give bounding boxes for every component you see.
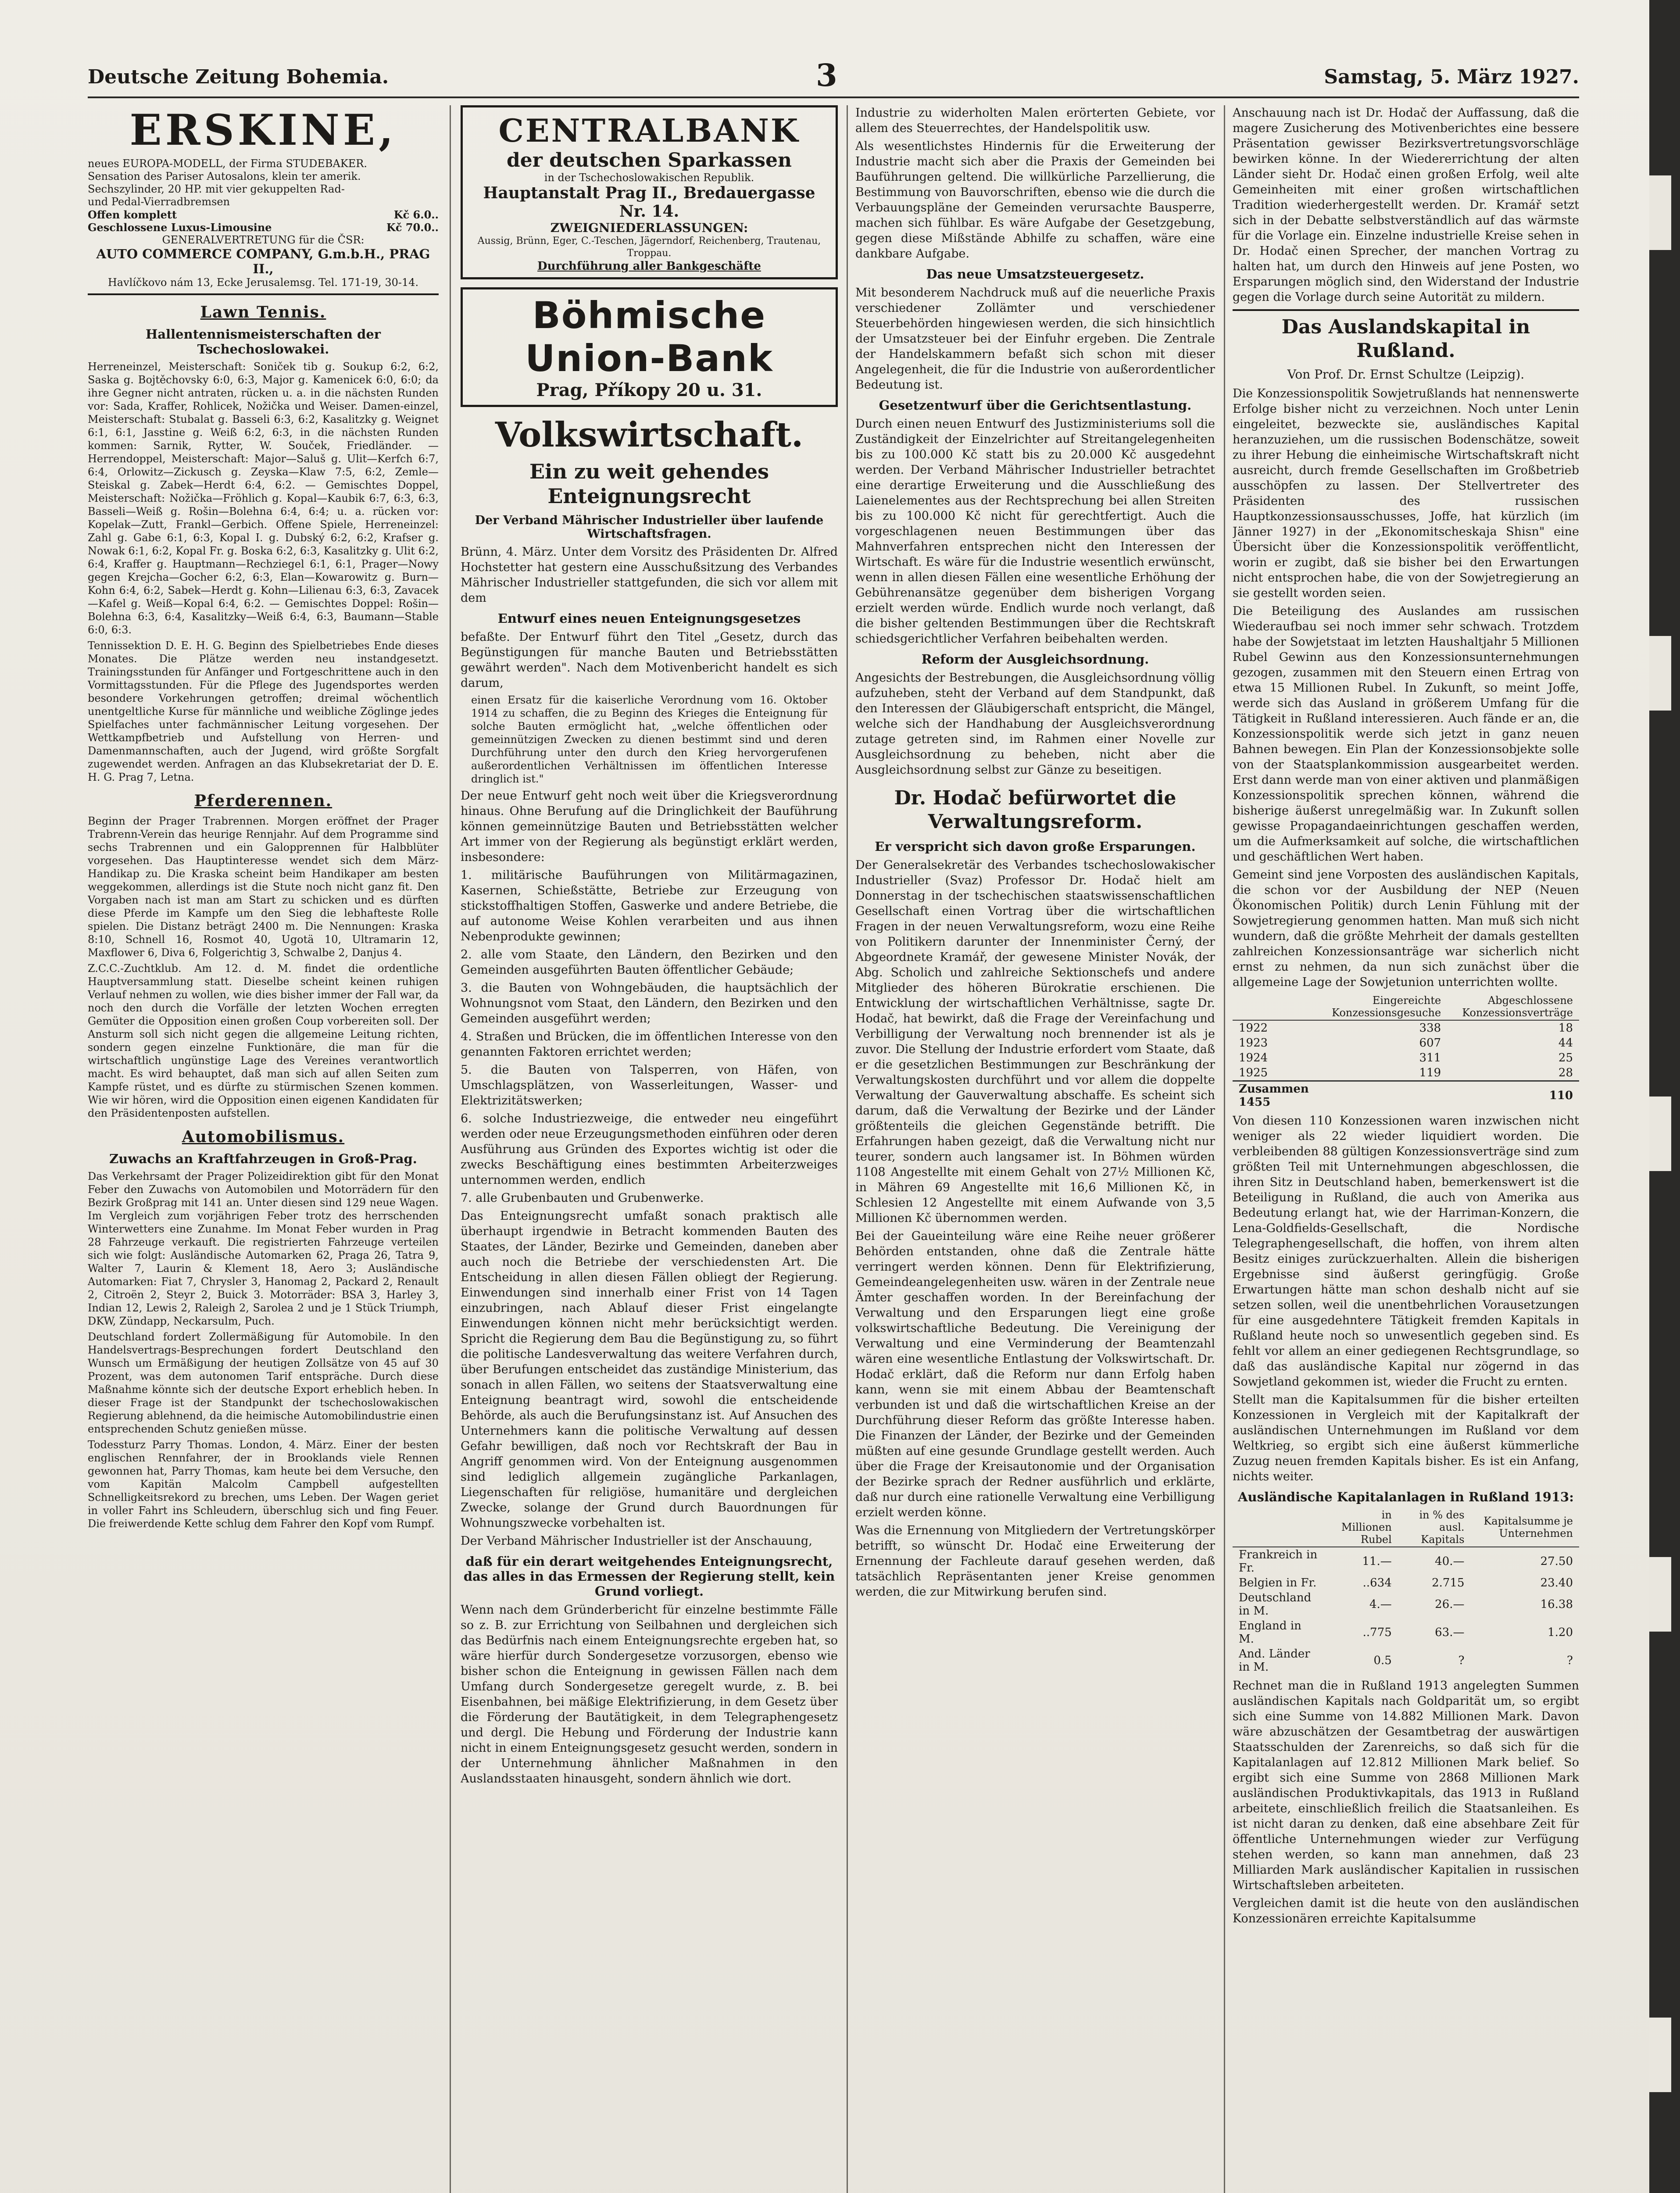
table-cell: And. Länder in M. [1239, 1647, 1310, 1674]
table-cell: 2.715 [1432, 1576, 1465, 1589]
table-row [1233, 1020, 1579, 1036]
section-heading: Automobilismus. [182, 1128, 345, 1146]
article-text: Beginn der Prager Trabrennen. Morgen eröffnet der Prager Trabrenn-Verein das heurige Rennjahr. Auf dem Programme sind sechs Trabrennen und ein Galopprennen für Halbblüter vorgesehen. Das Hauptinteresse wendet sich dem März-Handikap zu. Die Kraska scheint beim Handikaper am besten weggekommen, allerdings ist die Stute noch nicht ganz fit. Den Vorgaben nach ist man am Start zu schicken und es dürften diese Pferde im Kampfe um den Sieg die lebhafteste Rolle spielen. Die Distanz beträgt 2400 m. Die Nennungen: Kraska 8:10, Schnell 16, Rosmot 40, Ugotä 10, Ultramarin 12, Maxflower 6, Diva 6, Folgerichtig 3, Schwalbe 2, Danjus 4. [88, 815, 439, 959]
list-item: 3. die Bauten von Wohngebäuden, die hauptsächlich der Wohnungsnot vom Staat, den Ländern, den Bezirken und den Gemeinden ausgeführt werden; [461, 981, 838, 1025]
table-cell: 338 [1419, 1021, 1441, 1035]
article-text: Deutschland fordert Zollermäßigung für Automobile. In den Handelsvertrags-Besprechungen fordert Deutschland den Wunsch um Ermäßigung der heutigen Zollsätze von 45 auf 30 Prozent, was dem autonomen Tarif entspräche. Durch diese Maßnahme könnte sich der deutsche Export erheblich heben. In dieser Frage ist der Standpunkt der tschechoslowakischen Regierung ablehnend, da die heimische Automobilindustrie einen entsprechenden Schutz genießen müsse. [88, 1331, 439, 1435]
table-cell: 4.— [1369, 1598, 1392, 1611]
article-text: Durch einen neuen Entwurf des Justizministeriums soll die Zuständigkeit der Einzelrichter auf Streitangelegenheiten bis zu 100.000 Kč statt bis zu 20.000 Kč ausgedehnt werden. Der Verband Mährischer Industrieller betrachtet eine derartige Erweiterung und die Ausschließung des Laienelementes aus der Rechtsprechung bei allen Streiten bis zu 100.000 Kč nicht für gerechtfertigt. Auch die vorgeschlagenen neuen Bestimmungen über das Mahnverfahren entsprechen nicht den Interessen der Wirtschaft. Es wäre für die Industrie wesentlich erwünscht, wenn in allen diesen Fällen eine wesentliche Erhöhung der Gebührenansätze gegenüber dem bisherigen Vorgang erzielt werden würde. Endlich wurde noch verlangt, daß die bisher geltenden Bestimmungen über die Rechtskraft schiedsgerichtlicher Verfahren beibehalten werden. [855, 417, 1215, 646]
divider [88, 293, 439, 295]
ad-line: in der Tschechoslowakischen Republik. [544, 171, 754, 184]
ad-line: Prag, Příkopy 20 u. 31. [536, 380, 762, 400]
table-cell: 1925 [1239, 1066, 1268, 1079]
article-text: Mit besonderem Nachdruck muß auf die neuerliche Praxis verschiedener Zollämter und verschiedener Steuerbehörden hingewiesen werden, die sich hinsichtlich der Umsatzsteuer bei der Einfuhr ergeben. Die Zentrale der Handelskammern befaßt sich schon mit dieser Angelegenheit, die für die Industrie von außerordentlicher Bedeutung ist. [855, 286, 1215, 392]
article-text: befaßte. Der Entwurf führt den Titel „Gesetz, durch das Begünstigungen für manche Bauten und Betriebsstätten gewährt werden". Nach dem Motivenbericht handelt es sich darum, [461, 630, 838, 690]
article-subheading: Zuwachs an Kraftfahrzeugen in Groß-Prag. [109, 1151, 417, 1166]
article-text: Das Verkehrsamt der Prager Polizeidirektion gibt für den Monat Feber den Zuwachs von Automobilen und Motorrädern für den Bezirk Großprag mit 141 an. Unter diesen sind 129 neue Wagen. Im Vergleich zum vorjährigen Feber trotz des herrschenden Winterwetters eine Zunahme. Im Monat Feber wurden in Prag 28 Fahrzeuge verkauft. Die registrierten Fahrzeuge verteilen sich wie folgt: Ausländische Automarken 62, Praga 26, Tatra 9, Walter 7, Laurin & Klement 18, Aero 3; Ausländische Automarken: Fiat 7, Chrysler 3, Hanomag 2, Packard 2, Renault 2, Citroën 2, Steyr 2, Buick 3. Motorräder: BSA 3, Harley 3, Indian 12, Lewis 2, Raleigh 2, Sarolea 2 und je 1 Stück Triumph, DKW, Zündapp, Neckarsulm, Puch. [88, 1170, 439, 1327]
article-subheading: Entwurf eines neuen Enteignungsgesetzes [497, 611, 801, 626]
article-text: Z.C.C.-Zuchtklub. Am 12. d. M. findet die ordentliche Hauptversammlung statt. Dieselbe scheint keinen ruhigen Verlauf nehmen zu wollen, wie dies bisher immer der Fall war, da noch den durch die Vorfälle der letzten Wochen erregten Gemüter die Opposition einen großen Coup vorbereiten soll. Der Ansturm soll sich nicht gegen die allgemeine Leitung richten, sondern gegen einzelne Funktionäre, die man für die wirtschaftlich ungünstige Lage des Vereines verantwortlich macht. Es wird behauptet, daß man sich auf allen Seiten zum Kampfe rüstet, und es dürfte zu stürmischen Szenen kommen. Wie wir hören, wird die Opposition einen eigenen Kandidaten für den Präsidentenposten aufstellen. [88, 962, 439, 1119]
table-cell: 40.— [1435, 1555, 1465, 1568]
ad-company: AUTO COMMERCE COMPANY, G.m.b.H., PRAG II., [96, 246, 430, 276]
article-text: Anschauung nach ist Dr. Hodač der Auffassung, daß die magere Zusicherung des Motivenberichtes eine bessere Präsentation gewisser Bezirksvertretungsvorschläge bewirken könne. In der Wiedererrichtung der alten Länder sieht Dr. Hodač einen großen Erfolg, weil alte Gemeinheiten mit einer großen wirtschaftlichen Tradition wiederhergestellt werden. Dr. Kramář setzt sich in der Debatte selbstverständlich auf das wärmste für die Vorlage ein. Einzelne industrielle Kreise sehen in Dr. Hodač einen Sprecher, der manchen Vortrag zu halten hat, um durch den Hinweis auf jene Posten, wo Ersparungen möglich sind, den Widerstand der Industrie gegen die Vorlage durch seine Autorität zu mildern. [1233, 106, 1579, 304]
list-item: 7. alle Grubenbauten und Grubenwerke. [461, 1191, 704, 1205]
ad-line: Aussig, Brünn, Eger, C.-Teschen, Jägerndorf, Reichenberg, Trautenau, Troppau. [477, 236, 821, 259]
concession-table [1233, 993, 1579, 1110]
ad-line: Sechszylinder, 20 HP. mit vier gekuppelten Rad- [88, 183, 345, 195]
enumeration-list [461, 868, 838, 1206]
table-cell: 23.40 [1540, 1576, 1573, 1589]
ad-line: Durchführung aller Bankgeschäfte [537, 260, 761, 273]
ad-title: CENTRALBANK [498, 112, 800, 149]
table-cell: 18 [1558, 1021, 1573, 1035]
ad-title: Böhmische Union-Bank [525, 294, 773, 380]
column-rule [1224, 105, 1225, 2193]
issue-date: Samstag, 5. März 1927. [1324, 66, 1579, 88]
table-cell: 27.50 [1540, 1555, 1573, 1568]
ad-line: Sensation des Pariser Autosalons, klein ter amerik. [88, 170, 361, 182]
table-cell: ..634 [1362, 1576, 1392, 1589]
ad-price-label: Offen komplett [88, 208, 177, 221]
table-header: in % des ausl. Kapitals [1398, 1508, 1471, 1547]
table-cell: 1.20 [1548, 1626, 1573, 1639]
table-cell: Frankreich in Fr. [1239, 1548, 1318, 1575]
ad-price-row [88, 208, 439, 221]
table-cell: 26.— [1435, 1598, 1465, 1611]
table-cell: Deutschland in M. [1239, 1591, 1312, 1618]
ad-line: GENERALVERTRETUNG für die ČSR: [162, 234, 365, 246]
article-text: Als wesentlichstes Hindernis für die Erweiterung der Industrie macht sich aber die Praxis der Gemeinden bei Bauführungen geltend. Die willkürliche Parzellierung, die Bestimmung von Bauvorschriften, ebenso wie die durch die Verbauungspläne der Gemeinden verursachte Bausperre, machen sich fühlbar. Es wäre Aufgabe der Gesetzgebung, gegen diese Mißstände Abhilfe zu schaffen, wäre eine dankbare Aufgabe. [855, 139, 1215, 261]
paper-name: Deutsche Zeitung Bohemia. [88, 66, 389, 88]
table-cell: 110 [1447, 1081, 1579, 1110]
list-item: 1. militärische Bauführungen von Militärmagazinen, Kasernen, Schießstätte, Betriebe zur Erzeugung von stickstoffhaltigen Stoffen, Gaswerke und andere Betriebe, die auf autonome Weise Kohlen verarbeiten und aus ihnen Nebenprodukte gewinnen; [461, 868, 838, 943]
column-2 [461, 105, 838, 2193]
table-header [1233, 993, 1319, 1020]
article-text: Der Verband Mährischer Industrieller ist der Anschauung, [461, 1534, 812, 1548]
article-text: Die Beteiligung des Auslandes am russischen Wiederaufbau sei noch immer sehr schwach. Trotzdem habe der Sowjetstaat im letzten Haushaltjahr 5 Millionen Rubel Gewinn aus den Konzessionsunternehmungen gezogen, zusammen mit den Steuern einen Ertrag von etwa 15 Millionen Rubel. In Zukunft, so meint Joffe, werde sich das Ausland in größerem Umfang für die Tätigkeit in Rußland interessieren. Auch fände er an, die Konzessionspolitik werde sich jetzt in ganz neuen Bahnen bewegen. Ein Plan der Konzessionsobjekte solle von der Staatsplankommission ausgearbeitet werden. Erst dann werde man von einer aktiven und planmäßigen Konzessionspolitik sprechen können, während die bisherige äußerst unregelmäßig war. In Zukunft sollen gewisse Propagandaeinrichtungen geschaffen werden, um die Aufmerksamkeit auf solche, die wirtschaftlichen und geschäftlichen Wert haben. [1233, 604, 1579, 864]
table-cell: 63.— [1435, 1626, 1465, 1639]
table-cell: 1924 [1239, 1051, 1268, 1064]
article-headline: Ein zu weit gehendes Enteignungsrecht [529, 460, 769, 508]
column-rule [847, 105, 848, 2193]
table-cell: 0.5 [1373, 1654, 1392, 1667]
table-cell: ? [1567, 1654, 1573, 1667]
erskine-brand: ERSKINE, [129, 105, 397, 155]
table-cell: 1923 [1239, 1036, 1268, 1050]
running-head [88, 57, 1579, 98]
table-header [1233, 1508, 1325, 1547]
article-text: Tennissektion D. E. H. G. Beginn des Spielbetriebes Ende dieses Monates. Die Plätze werden neu instandgesetzt. Trainingsstunden für Anfänger und Fortgeschrittene auch in den Vormittagsstunden. Für die Pflege des Jugendsportes werden besondere Vorkehrungen getroffen; dreimal wöchentlich unentgeltliche Kurse für männliche und weibliche Zöglinge jedes Spielfaches unter fachmännischer Leitung vorgesehen. Der Wettkampfbetrieb und Aufstellung von Herren- und Damenmannschaften, auch der Jugend, wird größte Sorgfalt zugewendet werden. Anfragen an das Klubsekretariat der D. E. H. G. Prag 7, Letna. [88, 639, 439, 783]
ad-price: Kč 70.0.. [386, 221, 439, 234]
article-text: Von diesen 110 Konzessionen waren inzwischen nicht weniger als 22 wieder liquidiert worden. Die verbleibenden 88 gültigen Konzessionsverträge sind zum größten Teil mit Unternehmungen abgeschlossen, die ihren Sitz in Deutschland haben, bemerkenswert ist die Beteiligung in Rußland, die auch von Amerika aus Bedeutung erlangt hat, wie der Harriman-Konzern, die Lena-Goldfields-Gesellschaft, die Nordische Telegraphengesellschaft, die hoffen, von ihrem alten Besitz einiges zurückzuerhalten. Allein die bisherigen Ergebnisse sind äußerst geringfügig. Große Erwartungen hätte man schon deshalb nicht auf sie setzen sollen, weil die unentbehrlichen Vorausetzungen für eine ausgedehntere Tätigkeit fremden Kapitals in Rußland heute noch so unwesentlich gegeben sind. Es fehlt vor allem an einer gediegenen Rechtsgrundlage, so daß das ausländische Kapital nur zögernd in das Sowjetland gekommen ist, wieder die Frucht zu ernten. [1233, 1114, 1579, 1389]
article-text: Wenn nach dem Gründerbericht für einzelne bestimmte Fälle so z. B. zur Errichtung von Seilbahnen und dergleichen sich das Bedürfnis nach einem Enteignungsrechte ergeben hat, so wäre hierfür durch Sondergesetze vorzusorgen, ebenso wie bisher schon die Enteignung in gewissen Fällen nach dem Umfang durch Sondergesetze geregelt wurde, z. B. bei Eisenbahnen, bei mäßige Elektrifizierung, in dem Gesetz über die Förderung der Bautätigkeit, in dem Telegraphengesetz und dergl. Die Hebung und Förderung der Industrie kann nicht in einem Enteignungsgesetz gesucht werden, sondern in der Unternehmung ähnlicher Maßnahmen in den Auslandsstaaten hinausgeht, sondern ähnlich wie dort. [461, 1603, 838, 1786]
union-bank-advertisement [461, 287, 838, 407]
capital-table [1233, 1508, 1579, 1675]
table-header: in Millionen Rubel [1325, 1508, 1398, 1547]
table-cell: 1922 [1239, 1021, 1268, 1035]
table-cell: 16.38 [1540, 1598, 1573, 1611]
table-row [1233, 1590, 1579, 1618]
centralbank-advertisement [461, 105, 838, 279]
article-subheading: Hallentennismeisterschaften der Tschechoslowakei. [145, 327, 381, 357]
table-cell: England in M. [1239, 1619, 1301, 1646]
article-text: Der neue Entwurf geht noch weit über die Kriegsverordnung hinaus. Ohne Berufung auf die Dringlichkeit der Bauführung können gemeinnützige Bauten und Betriebsstätten welcher Art immer von der Regierung als begünstigt erklärt werden, insbesondere: [461, 789, 838, 864]
scan-edge [1649, 0, 1680, 2193]
table-cell: 11.— [1362, 1555, 1392, 1568]
ad-address: Havlíčkovo nám 13, Ecke Jerusalemsg. Tel. 171-19, 30-14. [107, 276, 419, 289]
table-row [1233, 1036, 1579, 1050]
table-title: Ausländische Kapitalanlagen in Rußland 1913: [1238, 1489, 1574, 1504]
article-quote: einen Ersatz für die kaiserliche Verordnung vom 16. Oktober 1914 zu schaffen, die zu Beginn des Krieges die Enteignung für solche Bauten ermöglicht hat, „welche öffentlichen oder gemeinnützigen Zwecken zu dienen bestimmt sind und deren Durchführung unter den durch den Krieg hervorgerufenen außerordentlichen Verhältnissen im öffentlichen Interesse dringlich ist." [471, 694, 827, 785]
article-text: Todessturz Parry Thomas. London, 4. März. Einer der besten englischen Rennfahrer, der in Brooklands viele Rennen gewonnen hat, Parry Thomas, kam heute bei dem Versuche, den vom Kapitän Malcolm Campbell aufgestellten Schnelligkeitsrekord zu brechen, ums Leben. Der Wagen geriet in voller Fahrt ins Schleudern, überschlug sich und fing Feuer. Die freiwerdende Kette schlug dem Fahrer den Kopf vom Rumpf. [88, 1439, 439, 1530]
table-cell: ? [1458, 1654, 1465, 1667]
table-cell: 25 [1558, 1051, 1573, 1064]
article-text: Industrie zu widerholten Malen erörterten Gebiete, vor allem des Steuerrechtes, der Handelspolitik usw. [855, 106, 1215, 135]
table-header: Abgeschlossene Konzessionsverträge [1447, 993, 1579, 1020]
article-subheading: Das neue Umsatzsteuergesetz. [926, 267, 1144, 282]
ad-price-label: Geschlossene Luxus-Limousine [88, 221, 272, 234]
table-cell: 44 [1558, 1036, 1573, 1050]
article-text: Der Generalsekretär des Verbandes tschechoslowakischer Industrieller (Svaz) Professor Dr. Hodač hielt am Donnerstag in der tschechischen staatswissenschaftlichen Gesellschaft einen Vortrag über die wirtschaftlichen Fragen in der neuen Verwaltungsreform, wozu eine Reihe von Politikern darunter der Innenminister Černý, der Abgeordnete Kramář, der gewesene Minister Novák, der Abg. Scholich und zahlreiche Sektionschefs und andere Mitglieder des höheren Bürokratie erschienen. Die Entwicklung der wirtschaftlichen Verhältnisse, sagte Dr. Hodač, hat bewirkt, daß die Frage der Vereinfachung und Verbilligung der Verwaltung noch brennender ist als je zuvor. Die Stellung der Industrie erfordert vom Staate, daß er die gesetzlichen Bestimmungen zur Beschränkung der Verwaltungskosten durchführt und vor allem die doppelte Verwaltung der Gauverwaltung abschaffe. Es scheint sich darum, daß die Verwaltung der Bezirke und der Länder größtenteils die gleichen Gegenstände betrifft. Die Erfahrungen haben gezeigt, daß die Verwaltung nicht nur teurer, sondern auch langsamer ist. In Böhmen würden 1108 Angestellte mit einem Gehalt von 27½ Millionen Kč, in Mähren 69 Angestellte mit 16,6 Millionen Kč, in Schlesien 12 Angestellte mit einem Aufwande von 3,5 Millionen Kč übernommen werden. [855, 858, 1215, 1225]
column-1 [88, 105, 439, 2193]
table-cell: 28 [1558, 1066, 1573, 1079]
table-header: Kapitalsumme je Unternehmen [1471, 1508, 1579, 1547]
article-headline: Dr. Hodač befürwortet die Verwaltungsreform. [894, 787, 1176, 833]
table-cell: Zusammen 1455 [1233, 1081, 1319, 1110]
article-text: Angesichts der Bestrebungen, die Ausgleichsordnung völlig aufzuheben, steht der Verband auf dem Standpunkt, daß den Interessen der Gläubigerschaft entspricht, die Mängel, welche sich der Handhabung der Ausgleichsverordnung zutage getreten sind, im Rahmen einer Novelle zur Ausgleichsordnung zu beheben, nicht aber die Ausgleichsordnung selbst zur Gänze zu beseitigen. [855, 671, 1215, 777]
article-text: Die Konzessionspolitik Sowjetrußlands hat nennenswerte Erfolge bisher nicht zu verzeichnen. Noch unter Lenin eingeleitet, bezweckte sie, ausländisches Kapital heranzuziehen, um die russischen Bodenschätze, soweit zu ihrer Hebung die einheimische Wirtschaftskraft nicht ausreicht, durch fremde Gesellschaften im Großbetrieb ausschöpfen zu lassen. Der Stellvertreter des Präsidenten des russischen Hauptkonzessionsausschusses, Joffe, hat kürzlich (im Jänner 1927) in der „Ekonomitscheskaja Shisn" eine Übersicht über die Konzessionspolitik veröffentlicht, worin er zugibt, daß sie bisher bei den Erwartungen nicht entsprochen habe, die von der Sowjetregierung an sie gestellt worden seien. [1233, 387, 1579, 600]
ad-price: Kč 6.0.. [393, 208, 439, 221]
table-cell: 119 [1419, 1066, 1441, 1079]
divider [1233, 309, 1579, 311]
table-header: Eingereichte Konzessionsgesuche [1319, 993, 1447, 1020]
list-item: 4. Straßen und Brücken, die im öffentlichen Interesse von den genannten Faktoren errichtet werden; [461, 1030, 838, 1059]
table-row [1233, 1081, 1579, 1110]
article-deck: Er verspricht sich davon große Ersparungen. [875, 839, 1196, 854]
article-subheading: Reform der Ausgleichsordnung. [921, 652, 1149, 667]
section-heading: Lawn Tennis. [200, 303, 326, 321]
list-item: 5. die Bauten von Talsperren, von Häfen, von Umschlagsplätzen, von Wasserleitungen, Wasser- und Elektrizitätswerken; [461, 1063, 838, 1107]
table-cell: ..775 [1362, 1626, 1392, 1639]
section-title: Volkswirtschaft. [495, 415, 804, 455]
column-4 [1233, 105, 1579, 2193]
article-headline: Das Auslandskapital in Rußland. [1281, 316, 1530, 362]
article-text: Das Enteignungsrecht umfaßt sonach praktisch alle überhaupt irgendwie in Betracht kommenden Bauten des Staates, der Länder, Bezirke und Gemeinden, daneben aber auch noch die Betriebe der verschiedensten Art. Die Entscheidung in allen diesen Fällen obliegt der Regierung. Einwendungen sind innerhalb einer Frist von 14 Tagen einzubringen, nach Ablauf dieser Frist eingelangte Einwendungen können nicht mehr berücksichtigt werden. Spricht die Regierung dem Bau die Begünstigung zu, so führt die politische Landesverwaltung das weitere Verfahren durch, über Berufungen entscheidet das zuständige Ministerium, das sonach in allen Fällen, wo seitens der Staatsverwaltung eine Enteignung beantragt wird, sowohl die entscheidende Behörde, als auch die Berufungsinstanz ist. Auf Ansuchen des Unternehmers kann die politische Verwaltung auf dessen Gefahr bewilligen, daß noch vor Rechtskraft der Bau in Angriff genommen wird. Von der Enteignung ausgenommen sind lediglich allgemein zugängliche Parkanlagen, Liegenschaften für religiöse, humanitäre und dergleichen Zwecke, solange der Grund durch Bauordnungen für Wohnungszwecke vorbehalten ist. [461, 1209, 838, 1530]
page-number: 3 [816, 57, 837, 93]
article-text: Was die Ernennung von Mitgliedern der Vertretungskörper betrifft, so wünscht Dr. Hodač eine Erweiterung der Ernennung der Fachleute darauf gesehen werden, daß tatsächlich Repräsentanten jener Kreise genommen werden, die zur Mitwirkung berufen sind. [855, 1524, 1215, 1599]
table-cell: Belgien in Fr. [1239, 1576, 1317, 1589]
article-text: Rechnet man die in Rußland 1913 angelegten Summen ausländischen Kapitals nach Goldparität um, so ergibt sich eine Summe von 14.882 Millionen Mark. Davon wäre abzuschätzen der Gesamtbetrag der auswärtigen Staatsschulden der Zarenreichs, so daß sich für die Kapitalanlagen auf 12.812 Millionen Mark belief. So ergibt sich eine Summe von 2868 Millionen Mark ausländischen Produktivkapitals, das 1913 in Rußland arbeitete, einschließlich freilich die Staatsanleihen. Es ist nicht daran zu denken, daß eine absehbare Zeit für öffentliche Unternehmungen wieder zur Verfügung stehen werden, so kann man annehmen, daß 23 Milliarden Mark ausländischer Kapitalien in russischen Wirtschaftsleben arbeiteten. [1233, 1679, 1579, 1892]
ad-line: Hauptanstalt Prag II., Bredauergasse Nr. 14. [483, 184, 815, 221]
table-row [1233, 1618, 1579, 1647]
article-text: Herreneinzel, Meisterschaft: Soniček tib g. Soukup 6:2, 6:2, Saska g. Bojtěchovsky 6:0, 6:3, Major g. Kamenicek 6:0, 6:0; da ihre Gegner nicht antraten, rücken u. a. in die nächsten Runden vor: Sada, Kraffer, Rohlicek, Nožička und Weiser. Damen-einzel, Meisterschaft: Stubalat g. Basseli 6:3, 6:2, Kasalitzky g. Weignet 6:1, 6:1, Jasstine g. Weiß 6:2, 6:3, in die nächsten Runden kommen: Sarnik, Rytter, W. Souček, Friedländer. — Herrendoppel, Meisterschaft: Major—Saluš g. Ulit—Kerfch 6:7, 6:4, Orlowitz—Zickusch g. Zeyska—Klaw 7:5, 6:2, Zemle—Steiskal g. Zabek—Herdt 6:4, 6:2. — Gemischtes Doppel, Meisterschaft: Nožička—Fröhlich g. Kopal—Kaubik 6:7, 6:3, 6:3, Basseli—Weiß g. Rošin—Bolehna 6:4, 6:4; u. a. rücken vor: Kopelak—Zutt, Frankl—Gerbich. Offene Spiele, Herreneinzel: Zahl g. Gabe 6:1, 6:3, Kopal I. g. Dubský 6:2, 6:2, Krafser g. Nowak 6:1, 6:2, Kopal Fr. g. Boska 6:2, 6:3, Kasalitzky g. Ulit 6:2, 6:4, Kraffer g. Hauptmann—Rechziegel 6:1, 6:1, Prager—Nowy gegen Krejcha—Gocher 6:2, 6:3, Elan—Kowarowitz g. Burn—Kohn 6:4, 6:2, Sabek—Herdt g. Kohn—Lilienau 6:3, 6:3, Zavacek—Kafel g. Weiß—Kopal 6:4, 6:2. — Gemischtes Doppel: Rošin—Bolehna 6:3, 6:4, Kasalitzky—Weiß 6:4, 6:3, Baumann—Stable 6:0, 6:3. [88, 361, 439, 636]
article-text: Stellt man die Kapitalsummen für die bisher erteilten Konzessionen in Vergleich mit der Kapitalkraft der ausländischen Unternehmungen im Rußland vor dem Weltkrieg, so ergibt sich eine äußerst kümmerliche Zuzug neuen fremden Kapitals bisher. Es ist ein Anfang, nichts weiter. [1233, 1393, 1579, 1483]
list-item: 2. alle vom Staate, den Ländern, den Bezirken und den Gemeinden ausgeführten Bauten öffentlicher Gebäude; [461, 948, 838, 977]
list-item: 6. solche Industriezweige, die entweder neu eingeführt werden oder neue Erzeugungsmethoden einführen oder deren Ausführung aus Gründen des Exportes wichtig ist oder die zwecks Beschäftigung eines bestimmten Arbeiterzweiges unternommen werden, endlich [461, 1112, 838, 1187]
ad-price-row [88, 221, 439, 234]
ad-line: und Pedal-Vierradbremsen [88, 196, 230, 208]
article-deck: Der Verband Mährischer Industrieller über laufende Wirtschaftsfragen. [475, 514, 824, 541]
table-row [1233, 1065, 1579, 1081]
article-bold-quote: daß für ein derart weitgehendes Enteignungsrecht, das alles in das Ermessen der Regierung stellt, kein Grund vorliegt. [463, 1554, 835, 1599]
article-text: Vergleichen damit ist die heute von den ausländischen Konzessionären erreichte Kapitalsumme [1233, 1897, 1579, 1925]
column-3 [855, 105, 1215, 2193]
table-cell: 311 [1419, 1051, 1441, 1064]
column-rule [450, 105, 451, 2193]
ad-line: neues EUROPA-MODELL, der Firma STUDEBAKER. [88, 157, 368, 170]
table-row [1233, 1547, 1579, 1575]
ad-line: der deutschen Sparkassen [507, 149, 792, 171]
table-row [1233, 1647, 1579, 1675]
ad-line: ZWEIGNIEDERLASSUNGEN: [550, 221, 748, 235]
article-byline: Von Prof. Dr. Ernst Schultze (Leipzig). [1287, 367, 1525, 382]
table-cell: 607 [1419, 1036, 1441, 1050]
article-text: Gemeint sind jene Vorposten des ausländischen Kapitals, die schon vor der Ausbildung der NEP (Neuen Ökonomischen Politik) durch Lenin Fühlung mit der Sowjetregierung genommen hatten. Man muß sich nicht wundern, daß die größte Mehrheit der damals gestellten zahlreichen Konzessionsanträge war sicherlich nicht ernst zu nehmen, da nun sich zunächst über die allgemeine Lage der Sowjetunion unterrichten wollte. [1233, 868, 1579, 989]
table-row [1233, 1050, 1579, 1065]
article-subheading: Gesetzentwurf über die Gerichtsentlastung. [879, 398, 1192, 413]
article-text: Brünn, 4. März. Unter dem Vorsitz des Präsidenten Dr. Alfred Hochstetter hat gestern eine Ausschußsitzung des Verbandes Mährischer Industrieller stattgefunden, die sich vor allem mit dem [461, 545, 838, 605]
table-row [1233, 1575, 1579, 1590]
table-cell [1319, 1081, 1447, 1110]
section-heading: Pferderennen. [194, 792, 332, 810]
erskine-advertisement [88, 105, 439, 289]
article-text: Bei der Gaueinteilung wäre eine Reihe neuer größerer Behörden entstanden, ohne daß die Zentrale hätte verringert werden können. Denn für Elektrifizierung, Gemeindeangelegenheiten usw. wären in der Zentrale neue Ämter geschaffen worden. In der Bereinfachung der Verwaltung und den Ersparungen liegt eine große volkswirtschaftliche Bedeutung. Die Vereinigung der Verwaltung und eine Verminderung der Beamtenzahl wären eine wesentliche Entlastung der Volkswirtschaft. Dr. Hodač erklärt, daß die Reform nur dann Erfolg haben kann, wenn sie mit einem Abbau der Beamtenschaft verbunden ist und daß die wirtschaftlichen Kreise an der Durchführung dieser Reform das größte Interesse haben. Die Finanzen der Länder, der Bezirke und der Gemeinden müßten auf eine gesunde Grundlage gestellt werden. Auch über die Frage der Kreisautonomie und der Organisation der Bezirke sprach der Redner ausführlich und erklärte, daß nur durch eine rationelle Verwaltung eine Verbilligung erzielt werden könne. [855, 1229, 1215, 1519]
